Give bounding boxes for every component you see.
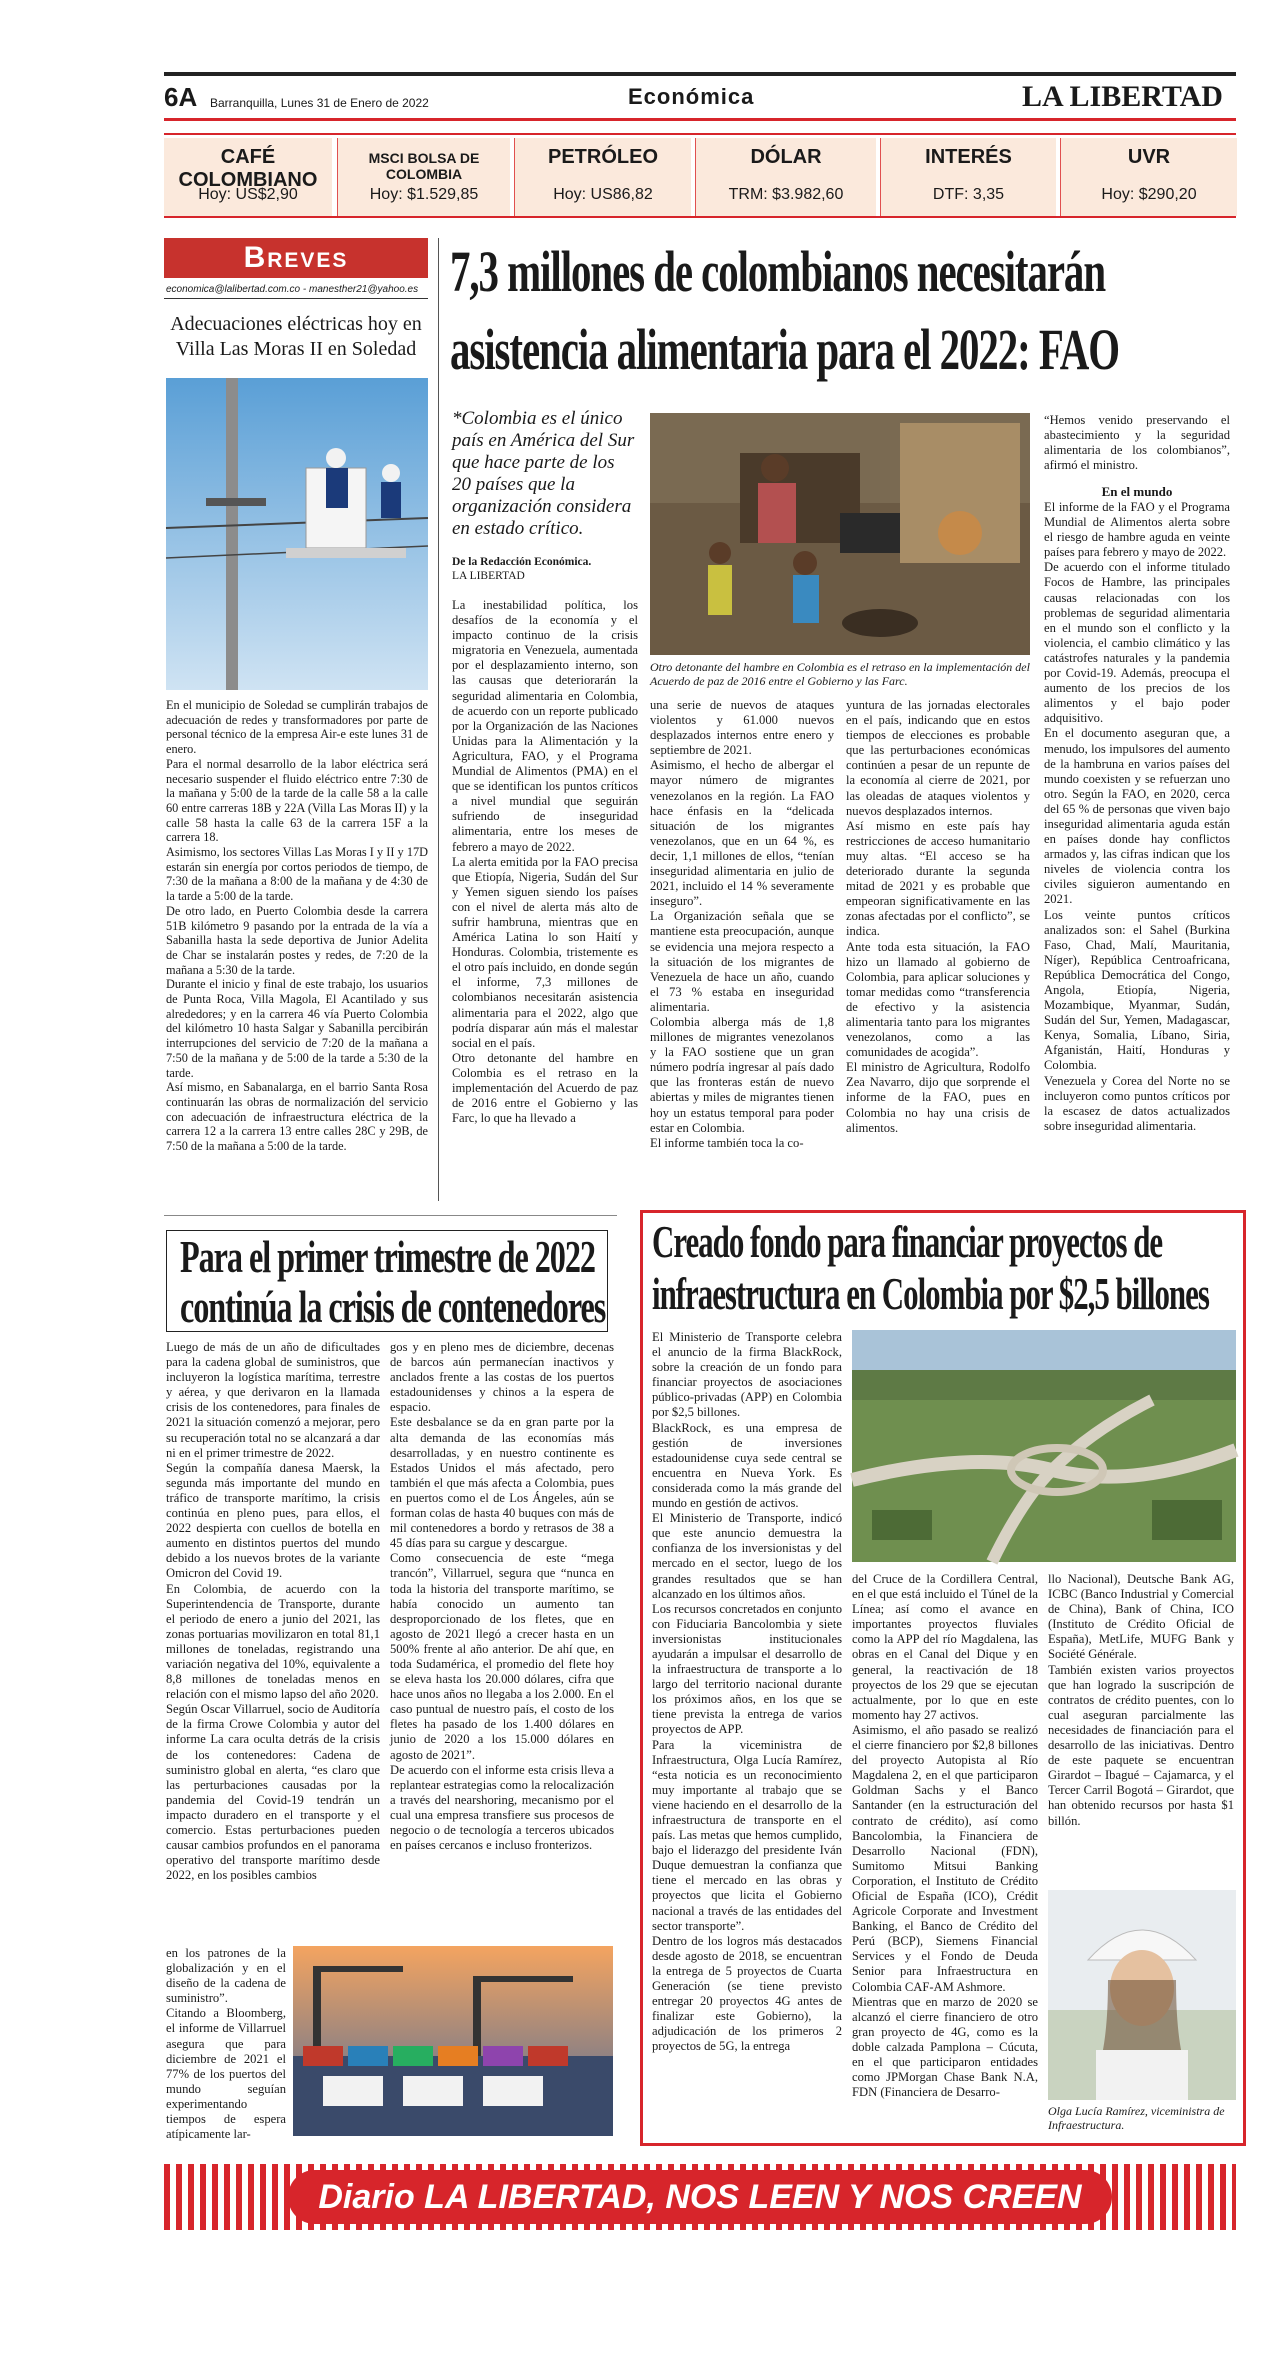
fao-photo-caption: Otro detonante del hambre en Colombia es el retraso en la implementación del Acuerdo de paz de 2016 entre el Gobierno y las Farc.	[650, 660, 1030, 688]
market-label: MSCI BOLSA DE COLOMBIA	[368, 150, 480, 182]
market-label: UVR	[1127, 146, 1171, 168]
header-top-rule	[164, 72, 1236, 76]
breves-banner	[164, 238, 428, 278]
port-containers-photo	[293, 1946, 613, 2136]
fondo-headline-line2: infraestructura en Colombia por $2,5 billones	[652, 1268, 1209, 1319]
fondo-col-2: del Cruce de la Cordillera Central, en el que está incluido el Túnel de la Línea; así como el avance en importantes proyectos fluviales como la APP del río Magdalena, las obras en el Canal del Dique y en general, la reactivación de 18 proyectos de los 29 que se ejecutan actualmente, por lo que en este momento hay 27 activos. Asimismo, el año pasado se realizó el cierre financiero por $2,8 billones del proyecto Autopista al Río Magdalena 2, en el que participaron Goldman Sachs y el Banco Santander (en la estructuración del contrato de crédito), así como Bancolombia, la Financiera de Desarrollo Nacional (FDN), Sumitomo Mitsui Banking Corporation, el Instituto de Crédito Oficial de España (ICO), Crédit Agricole Corporate and Investment Banking, el Banco de Crédito del Perú (BCP), Siemens Financial Services y el Fondo de Deuda Senior para Infraestructura en Colombia CAF-AM Ashmore. Mientras que en marzo de 2020 se alcanzó el cierre financiero de otro gran proyecto de 4G, como es la doble calzada Pamplona – Cúcuta, en el que participaron entidades como JPMorgan Chase Bank N.A, FDN (Financiera de Desarro-	[852, 1572, 1038, 2100]
market-value: Hoy: $1.529,85	[369, 186, 479, 203]
fondo-headline-line1: Creado fondo para financiar proyectos de	[652, 1216, 1163, 1267]
fondo-col-3: llo Nacional), Deutsche Bank AG, ICBC (Banco Industrial y Comercial de China), Bank of China, ICO (Instituto de Crédito Oficial de España), MetLife, MUFG Bank y Société Générale. También existen varios proyectos que han logrado la suscripción de contratos de crédito puentes, con lo cual aseguran parcialmente las necesidades de financiación para el desarrollo de las iniciativas. Dentro de este paquete se encuentran Girardot – Ibagué – Cajamarca, y el Tercer Carril Bogotá – Girardot, que han obtenido recursos por hasta $1 billón.	[1048, 1572, 1234, 1828]
market-dolar	[695, 138, 876, 216]
market-msci	[337, 138, 510, 216]
fao-byline-paper: LA LIBERTAD	[452, 570, 525, 582]
market-value: DTF: 3,35	[932, 186, 1005, 203]
fao-headline-line1: 7,3 millones de colombianos necesitarán	[450, 239, 1106, 304]
market-value: TRM: $3.982,60	[728, 186, 844, 203]
fao-family-photo	[650, 413, 1030, 655]
breves-emails: economica@lalibertad.com.co - manesther21@yahoo.es	[166, 284, 419, 295]
fao-col-4: El informe de la FAO y el Programa Mundial de Alimentos alerta sobre el riesgo de hambre aguda en veinte países para febrero y mayo de 2022. De acuerdo con el informe titulado Focos de Hambre, las principales causas relacionadas con los problemas de seguridad alimentaria en el mundo son el conflicto y la violencia, el cambio climático y las catástrofes naturales y la pandemia por Covid-19. Además, preocupa el aumento de los precios de los alimentos y el bajo poder adquisitivo. En el documento aseguran que, a menudo, los impulsores del aumento de la hambruna en varios países del mundo coexisten y se refuerzan uno otro. Según la FAO, en 2020, cerca del 65 % de personas que viven bajo inseguridad alimentaria aguda están en países donde hay conflictos armados y, las cifras indican que los niveles de violencia contra los civiles siguieron aumentando en 2021. Los veinte puntos críticos analizados son: el Sahel (Burkina Faso, Chad, Malí, Mauritania, Níger), República Centroafricana, República Democrática del Congo, Angola, Etiopía, Nigeria, Mozambique, Myanmar, Sudán, Sudán del Sur, Yemen, Madagascar, Kenya, Somalia, Líbano, Siria, Afganistán, Haití, Honduras y Colombia. Venezuela y Corea del Norte no se incluyeron como puntos críticos por la escasez de datos actualizados sobre inseguridad alimentaria.	[1044, 500, 1230, 1133]
fao-subhead: En el mundo	[1101, 484, 1173, 499]
market-value: Hoy: $290,20	[1101, 186, 1197, 203]
footer-banner	[288, 2170, 1112, 2224]
highway-aerial-photo	[852, 1330, 1236, 1562]
fao-lead: *Colombia es el único país en América del Sur que hace parte de los 20 países que la organización considera en estado crítico.	[452, 408, 635, 539]
market-petroleo	[514, 138, 691, 216]
dateline: Barranquilla, Lunes 31 de Enero de 2022	[210, 96, 429, 110]
fao-col-4-intro: “Hemos venido preservando el abastecimiento y la seguridad alimentaria de los colombianos”, afirmó el ministro.	[1044, 413, 1234, 473]
column-divider	[438, 238, 439, 1201]
market-label: DÓLAR	[750, 146, 822, 168]
contenedores-col-1: Luego de más de un año de dificultades para la cadena global de suministros, que incluyeron la logística marítima, terrestre y aérea, y que derivaron en la llamada crisis de los contenedores, para finales de 2021 la situación comenzó a mejorar, pero su recuperación total no se alcanzará a dar ni en el primer trimestre de 2022. Según la compañía danesa Maersk, la segunda más importante del mundo en tráfico de transporte marítimo, la crisis continúa en pleno pues, para ellos, el 2022 despierta con cuellos de botella en aumento en distintos puertos del mundo debido a los nuevos brotes de la variante Omicron del Covid 19. En Colombia, de acuerdo con la Superintendencia de Transporte, durante el periodo de enero a junio del 2021, las zonas portuarias movilizaron en total 81,1 millones de toneladas, registrando una variación negativa del 10%, equivalente a 8,8 millones de toneladas menos en relación con el mismo lapso del año 2020. Según Oscar Villarruel, socio de Auditoría de la firma Crowe Colombia y autor del informe La cara oculta detrás de la crisis de los contenedores: Cadena de suministro global en alerta, “es claro que las perturbaciones causadas por la pandemia del Covid-19 tendrán un impacto duradero en el transporte y el comercio. Estas perturbaciones pueden causar cambios profundos en el panorama operativo del transporte marítimo desde 2022, en los posibles cambios	[166, 1340, 380, 1883]
brand-logo: LA LIBERTAD	[1022, 80, 1223, 113]
market-bottom-rule	[164, 216, 1236, 218]
market-value: Hoy: US$2,90	[198, 186, 298, 203]
contenedores-headline-line1: Para el primer trimestre de 2022	[180, 1231, 595, 1282]
breves-title: Breves	[243, 241, 349, 274]
breves-headline: Adecuaciones eléctricas hoy en Villa Las Moras II en Soledad	[170, 313, 422, 360]
page-number: 6A	[164, 82, 198, 112]
market-top-rule	[164, 133, 1236, 135]
market-label: INTERÉS	[925, 146, 1012, 168]
article-divider	[164, 1215, 617, 1216]
electric-workers-photo	[166, 378, 428, 690]
breves-rule	[164, 298, 428, 299]
fao-byline: De la Redacción Económica.	[452, 556, 592, 568]
market-cafe	[164, 138, 332, 216]
fao-col-2: una serie de nuevos de ataques violentos y 61.000 nuevos desplazados internos entre enero y septiembre de 2021. Asimismo, el hecho de albergar el mayor número de migrantes venezolanos en la región. La FAO hace énfasis en la “delicada situación de los migrantes venezolanos, que en un 64 %, es decir, 1,1 millones de ellos, “tenían inseguridad alimentaria en julio de 2021, incluido el 14 % severamente inseguro”. La Organización señala que se mantiene esta preocupación, aunque se evidencia una mejora respecto a la situación de los migrantes de Venezuela de hace un año, cuando el 73 % estaba en inseguridad alimentaria. Colombia alberga más de 1,8 millones de migrantes venezolanos y la FAO sostiene que un gran número podría ingresar al país dado que las fronteras están de nuevo abiertas y miles de migrantes tienen hoy un estatus temporal para poder estar en Colombia. El informe también toca la co-	[650, 698, 834, 1150]
fondo-photo-caption: Olga Lucía Ramírez, viceministra de Infraestructura.	[1048, 2104, 1225, 2132]
contenedores-col-1-cont: en los patrones de la globalización y en el diseño de la cadena de suministro”. Citando a Bloomberg, el informe de Villarruel asegura que para diciembre de 2021 el 77% de los puertos del mundo seguían experimentando tiempos de espera atípicamente lar-	[166, 1946, 286, 2142]
viceministra-portrait	[1048, 1890, 1236, 2100]
fao-headline-line2: asistencia alimentaria para el 2022: FAO	[450, 317, 1120, 382]
market-label: PETRÓLEO	[547, 146, 658, 168]
market-label: CAFÉ COLOMBIANO	[178, 146, 318, 191]
fondo-col-1: El Ministerio de Transporte celebra el anuncio de la firma BlackRock, sobre la creación de un fondo para financiar proyectos de asociaciones público-privadas (APP) en Colombia por $2,5 billones. BlackRock, es una empresa de gestión de inversiones estadounidense cuya sede central se encuentra en Nueva York. Es considerada como la más grande del mundo en gestión de activos. El Ministerio de Transporte, indicó que este anuncio demuestra la confianza de los inversionistas y del mercado en el sector, luego de los grandes resultados que se han alcanzado en los últimos años. Los recursos concretados en conjunto con Fiduciaria Bancolombia y siete inversionistas institucionales ayudarán a impulsar el desarrollo de la infraestructura de transporte a lo largo del territorio nacional durante los próximos años, en los que se tiene prevista la entrega de varios proyectos de APP. Para la viceministra de Infraestructura, Olga Lucía Ramírez, “esta noticia es un reconocimiento muy importante al trabajo que se viene haciendo en el desarrollo de la infraestructura de transporte en el país. Las metas que hemos cumplido, bajo el liderazgo del presidente Iván Duque demuestran la confianza que tiene el mercado en las obras y proyectos que licita el Gobierno nacional a través de las entidades del sector transporte”. Dentro de los logros más destacados desde agosto de 2018, se encuentran la entrega de 5 proyectos de Cuarta Generación (se tiene previsto entregar 20 proyectos 4G antes de finalizar este Gobierno), la adjudicación de los primeros 2 proyectos de 5G, la entrega	[652, 1330, 842, 2054]
section-title: Económica	[628, 84, 755, 109]
contenedores-col-2: gos y en pleno mes de diciembre, decenas de barcos aún permanecían inactivos y anclados frente a las costas de los puertos estadounidenses y chinos a la espera de espacio. Este desbalance se da en gran parte por la alta demanda de las economías más desarrolladas, y en nuestro continente es Estados Unidos el más afectado, pero también el que más afecta a Colombia, pues en puertos como el de Los Ángeles, aún se forman colas de hasta 40 buques con más de mil contenedores a bordo y retrasos de 38 a 45 días para su cargue y descargue. Como consecuencia de este “mega trancón”, Villarruel, segura que “nunca en toda la historia del transporte marítimo, se había conocido un aumento tan desproporcionado de los fletes, que en agosto de 2021 llegó a crecer hasta en un 500% frente al año anterior. De ahí que, en toda Sudamérica, el promedio del flete hoy se eleva hasta los 20.000 dólares, cifra que hace unos años no llegaba a los 2.000. En el caso puntual de nuestro país, el costo de los fletes ha pasado de los 1.400 dólares en junio de 2020 a los 15.000 dólares en agosto de 2021”. De acuerdo con el informe esta crisis lleva a replantear estrategias como la relocalización a través del nearshoring, mecanismo por el cual una empresa transfiere sus procesos de negocio o de tecnología a terceros ubicados en países cercanos e incluso fronterizos.	[390, 1340, 614, 1853]
market-uvr	[1060, 138, 1237, 216]
fao-col-1: La inestabilidad política, los desafíos de la economía y el impacto continuo de la crisis migratoria en Venezuela, aumentada por el desplazamiento interno, son las causas que deteriorarán la seguridad alimentaria en Colombia, de acuerdo con un reporte publicado por la Organización de las Naciones Unidas para la Alimentación y la Agricultura, FAO, y el Programa Mundial de Alimentos (PMA) en el que se identifican los puntos críticos a nivel mundial que seguirán sufriendo de inseguridad alimentaria, entre los meses de febrero a mayo de 2022. La alerta emitida por la FAO precisa que Etiopía, Nigeria, Sudán del Sur y Yemen siguen siendo los países con el nivel de alerta más alto de sufrir hambruna, mientras que en América Latina lo son Haití y Honduras. Colombia, tristemente es el otro país incluido, en donde según el informe, 7,3 millones de colombianos necesitarán asistencia alimentaria para el 2022, algo que podría disparar aún más el malestar social en el país. Otro detonante del hambre en Colombia es el retraso en la implementación del Acuerdo de paz de 2016 entre el Gobierno y las Farc, lo que ha llevado a	[452, 598, 638, 1126]
breves-body: En el municipio de Soledad se cumplirán trabajos de adecuación de redes y transformadores por parte de personal técnico de la empresa Air-e este lunes 31 de enero. Para el normal desarrollo de la labor eléctrica será necesario suspender el fluido eléctrico entre 7:30 de la mañana y 5:00 de la tarde de la calle 58 a la calle 60 entre carreras 18B y 22A (Villa Las Moras II) y la calle 58 hasta la calle 63 de la carrera 15F a la carrera 18. Asimismo, los sectores Villas Las Moras I y II y 17D estarán sin energía por cortos periodos de tiempo, de 7:30 de la mañana a 8:00 de la mañana y de 4:30 de la tarde a 5:00 de la tarde. De otro lado, en Puerto Colombia desde la carrera 51B kilómetro 9 pasando por la entrada de la vía a Sabanilla hasta la sede deportiva de Junior Adelita de Char se instalarán postes y redes, de 7:20 de la mañana a 5:30 de la tarde. Durante el inicio y final de este trabajo, los usuarios de Punta Roca, Villa Magola, El Acantilado y sus alrededores; y en la carrera 46 vía Puerto Colombia del kilómetro 10 hasta Salgar y Sabanilla percibirán interrupciones del servicio de 7:20 de la mañana a 7:50 de la mañana y de 5:00 de la tarde a 5:30 de la tarde. Así mismo, en Sabanalarga, en el barrio Santa Rosa continuarán las obras de normalización del servicio con adecuación de infraestructura eléctrica de la carrera 12 a la carrera 13 entre calles 28C y 29B, de 7:50 de la mañana a 5:00 de la tarde.	[166, 698, 428, 1154]
market-value: Hoy: US86,82	[553, 186, 653, 203]
market-interes	[880, 138, 1056, 216]
fao-col-3: yuntura de las jornadas electorales en el país, indicando que en estos tiempos de elecciones es probable que las perturbaciones económicas continúen a pesar de un repunte de la economía al cierre de 2021, por las oleadas de ataques violentos y nuevos desplazados internos. Así mismo en este país hay restricciones de acceso humanitario muy altas. “El acceso se ha deteriorado durante la segunda mitad de 2021 y es probable que empeoran significativamente en las zonas afectadas por el conflicto”, se indica. Ante toda esta situación, la FAO hizo un llamado al gobierno de Colombia, para aplicar soluciones y tomar medidas como “transferencia de efectivo y la asistencia alimentaria tanto para los migrantes venezolanos, como a las comunidades de acogida”. El ministro de Agricultura, Rodolfo Zea Navarro, dijo que sorprende el informe de la FAO, pues en Colombia no hay una crisis de alimentos.	[846, 698, 1030, 1135]
footer-slogan: Diario LA LIBERTAD, NOS LEEN Y NOS CREEN	[318, 2178, 1082, 2216]
header-red-rule	[164, 118, 1236, 121]
contenedores-headline-line2: continúa la crisis de contenedores	[180, 1281, 606, 1332]
